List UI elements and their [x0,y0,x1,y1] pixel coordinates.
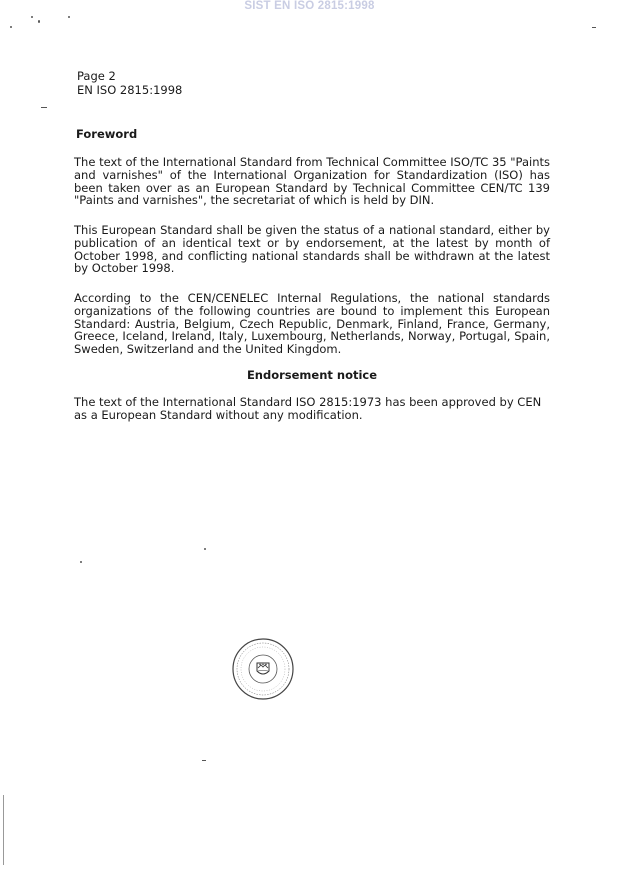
page-header [77,69,182,97]
scan-speck [31,16,33,18]
scan-speck [38,20,40,23]
foreword-paragraph-1: The text of the International Standard from Technical Committee ISO/TC 35 "Paints and varnishes" of the International Organization for Standardization (ISO) has been taken over as an European Standard by Technical Committee CEN/TC 139 "Paints and varnishes", the secretariat of which is held by DIN. [74,155,550,208]
scan-speck [80,561,82,563]
scan-speck [592,27,596,28]
endorsement-heading: Endorsement notice [246,368,378,382]
foreword-heading: Foreword [76,127,138,141]
scan-speck [41,107,47,108]
foreword-paragraph-3: According to the CEN/CENELEC Internal Regulations, the national standards organizations of the following countries are bound to implement this European Standard: Austria, Belgium, Czech Republic, Denmark, Finland, France, Germany, Greece, Iceland, Ireland, Italy, Luxembourg, Netherlands, Norway, Portugal, Spain, Sweden, Switzerland and the United Kingdom. [74,291,550,357]
endorsement-paragraph: The text of the International Standard ISO 2815:1973 has been approved by CEN as a European Standard without any modification. [74,395,542,422]
scan-speck [10,26,12,28]
foreword-paragraph-2: This European Standard shall be given the status of a national standard, either by publication of an identical text or by endorsement, at the latest by month of October 1998, and conflicting national standards shall be withdrawn at the latest by October 1998. [74,223,550,276]
standard-number: EN ISO 2815:1998 [77,83,183,97]
scan-speck [204,548,206,550]
scan-edge-line [3,795,4,865]
page-number: Page 2 [77,69,116,83]
official-stamp-icon [231,637,295,701]
scan-speck [202,760,206,761]
scan-speck [68,16,70,18]
watermark: SIST EN ISO 2815:1998 [244,0,375,12]
